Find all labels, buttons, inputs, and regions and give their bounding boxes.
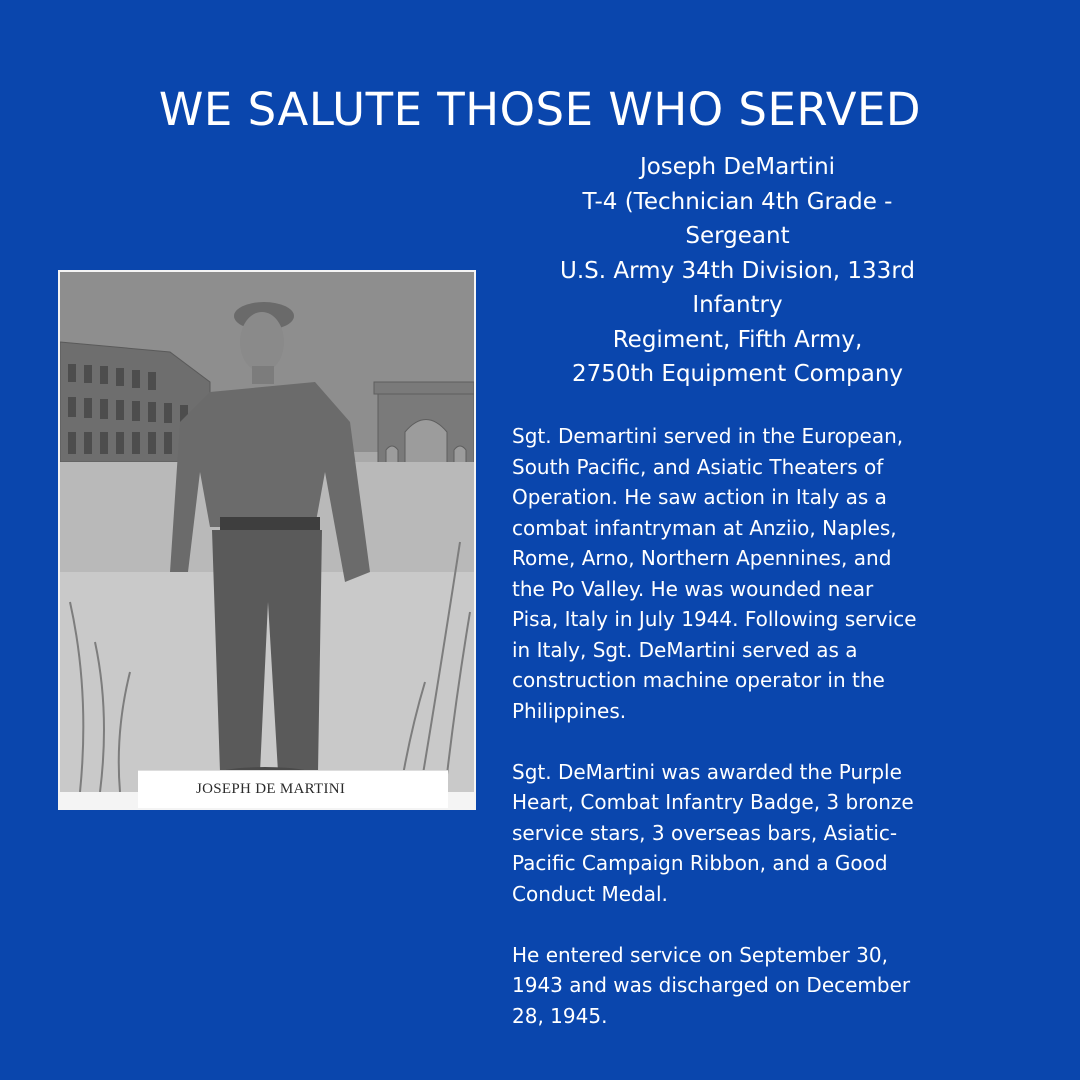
bio-paragraph-dates: He entered service on September 30, 1943 and was discharged on December 28, 1945. bbox=[512, 942, 911, 1028]
biography bbox=[512, 421, 1012, 1031]
photo-caption: JOSEPH DE MARTINI bbox=[138, 770, 448, 808]
service-unit-line-4: 2750th Equipment Company bbox=[571, 361, 904, 387]
portrait-image bbox=[60, 272, 474, 792]
service-rank-line-2: Sergeant bbox=[685, 223, 790, 249]
portrait-illustration bbox=[60, 272, 474, 792]
portrait-photo bbox=[58, 270, 476, 810]
service-info bbox=[525, 150, 950, 392]
bio-spacer bbox=[512, 909, 1012, 940]
bio-paragraph-awards: Sgt. DeMartini was awarded the Purple Heart, Combat Infantry Badge, 3 bronze service stars, 3 overseas bars, Asiatic- Pacific Campaign Ribbon, and a Good Conduct Medal. bbox=[512, 759, 914, 906]
headline: WE SALUTE THOSE WHO SERVED bbox=[158, 83, 922, 137]
service-rank-line-1: T-4 (Technician 4th Grade - bbox=[582, 188, 893, 215]
service-unit-line-2: Infantry bbox=[692, 292, 783, 318]
bio-spacer bbox=[512, 726, 1012, 757]
service-name: Joseph DeMartini bbox=[639, 154, 836, 180]
service-unit-line-3: Regiment, Fifth Army, bbox=[612, 326, 863, 353]
bio-paragraph-service: Sgt. Demartini served in the European, South Pacific, and Asiatic Theaters of Operation. He saw action in Italy as a combat infantryman at Anziio, Naples, Rome, Arno, Northern Apennines, and the Po Valley. He was wounded near Pisa, Italy in July 1944. Following service in Italy, Sgt. DeMartini served as a construction machine operator in the Philippines. bbox=[512, 424, 917, 723]
service-unit-line-1: U.S. Army 34th Division, 133rd bbox=[560, 257, 915, 284]
